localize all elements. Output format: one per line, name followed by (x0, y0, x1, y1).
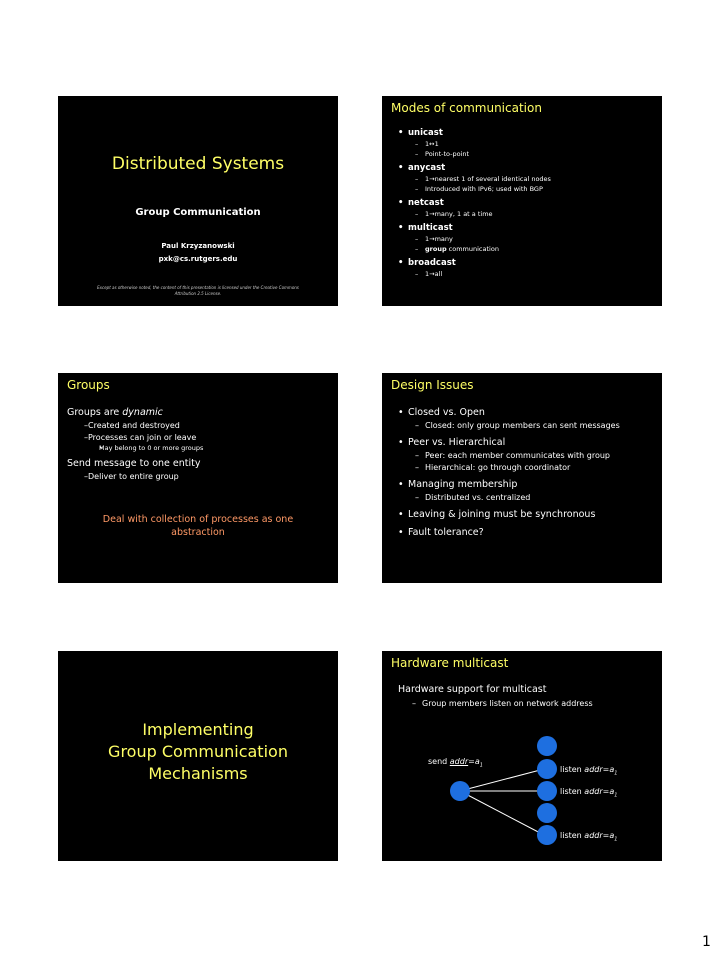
node (537, 736, 557, 756)
issue-detail: – Hierarchical: go through coordinator (398, 463, 658, 472)
multicast-diagram (382, 651, 662, 861)
addr-word: addr (449, 757, 469, 766)
send-word: send (428, 757, 450, 766)
addr-word: addr (584, 787, 603, 796)
license-line-1: Except as otherwise noted, the content of this presentation is licensed under the Creative Commons (97, 285, 299, 290)
groups-are-text: Groups are (67, 407, 123, 418)
mode-detail: – 1→nearest 1 of several identical nodes (398, 175, 658, 183)
issue-item: • Managing membership (398, 479, 658, 490)
addr-subscript: 1 (614, 770, 618, 777)
listen-word: listen (560, 787, 585, 796)
listen-label (560, 765, 617, 777)
addr-value: =a (468, 757, 480, 766)
slide-title (58, 96, 338, 306)
issue-item: • Peer vs. Hierarchical (398, 437, 658, 448)
presentation-subtitle: Group Communication (135, 207, 261, 218)
group-word: group (425, 245, 447, 253)
slide-modes-of-communication (382, 96, 662, 306)
addr-subscript: 1 (614, 836, 618, 843)
slide-heading: Design Issues (391, 378, 474, 392)
groups-detail: – Created and destroyed (67, 421, 332, 430)
send-message-line: Send message to one entity (67, 458, 201, 469)
groups-detail: – Processes can join or leave (67, 433, 332, 442)
slide-groups (58, 373, 338, 583)
license-line-2: Attribution 2.5 License. (174, 291, 222, 296)
issue-detail: – Closed: only group members can sent messages (398, 421, 658, 430)
listen-detail: – Group members listen on network address (395, 699, 593, 708)
slide-heading: Groups (67, 378, 110, 392)
listener-node (537, 825, 557, 845)
listener-node (537, 759, 557, 779)
section-title-line-1: Implementing (142, 720, 254, 739)
presentation-title: Distributed Systems (111, 154, 285, 174)
addr-word: addr (584, 831, 603, 840)
issue-item: • Leaving & joining must be synchronous (398, 509, 658, 520)
page-number: 1 (702, 934, 711, 950)
slide-heading: Hardware multicast (391, 656, 509, 670)
groups-list (67, 407, 332, 481)
section-title-line-3: Mechanisms (148, 764, 248, 783)
hardware-support-line: Hardware support for multicast (398, 684, 547, 695)
listen-label (560, 787, 617, 799)
highlight-line-1: Deal with collection of processes as one (102, 514, 294, 525)
groups-dynamic-line (67, 407, 332, 418)
mode-unicast: • unicast (398, 128, 658, 138)
mode-detail: – 1→all (398, 270, 658, 278)
addr-word: addr (584, 765, 603, 774)
issue-detail: – Peer: each member communicates with group (398, 451, 658, 460)
issue-detail: – Distributed vs. centralized (398, 493, 658, 502)
author-name: Paul Krzyzanowski (161, 242, 235, 250)
send-label (428, 757, 483, 769)
mode-detail: – 1↔1 (398, 140, 658, 148)
groups-subdetail: • May belong to 0 or more groups (67, 444, 332, 452)
listen-word: listen (560, 831, 585, 840)
sender-node (450, 781, 470, 801)
addr-subscript: 1 (479, 762, 483, 769)
link-line (460, 791, 544, 835)
addr-value: =a (602, 787, 615, 796)
mode-broadcast: • broadcast (398, 258, 658, 268)
mode-multicast: • multicast (398, 223, 658, 233)
mode-detail: – Point-to-point (398, 150, 658, 158)
addr-subscript: 1 (614, 792, 618, 799)
groups-detail: – Deliver to entire group (67, 472, 332, 481)
listen-word: listen (560, 765, 585, 774)
mode-anycast: • anycast (398, 163, 658, 173)
mode-detail (398, 245, 658, 253)
highlight-line-2: abstraction (171, 527, 225, 538)
issue-item: • Fault tolerance? (398, 527, 658, 538)
listen-label (560, 831, 617, 843)
mode-detail: – 1→many, 1 at a time (398, 210, 658, 218)
listener-node (537, 781, 557, 801)
addr-value: =a (602, 831, 615, 840)
slide-design-issues (382, 373, 662, 583)
link-line (460, 769, 544, 791)
mode-detail: – Introduced with IPv6; used with BGP (398, 185, 658, 193)
communication-word: communication (446, 245, 499, 253)
mode-netcast: • netcast (398, 198, 658, 208)
issue-item: • Closed vs. Open (398, 407, 658, 418)
slide-hardware-multicast (382, 651, 662, 861)
slide-heading: Modes of communication (391, 101, 542, 115)
author-email: pxk@cs.rutgers.edu (158, 255, 238, 263)
dynamic-word: dynamic (122, 407, 163, 418)
design-issues-list (398, 407, 658, 538)
section-title-line-2: Group Communication (108, 742, 288, 761)
addr-value: =a (602, 765, 615, 774)
slide-implementing (58, 651, 338, 861)
modes-list (398, 128, 658, 278)
mode-detail: – 1→many (398, 235, 658, 243)
node (537, 803, 557, 823)
